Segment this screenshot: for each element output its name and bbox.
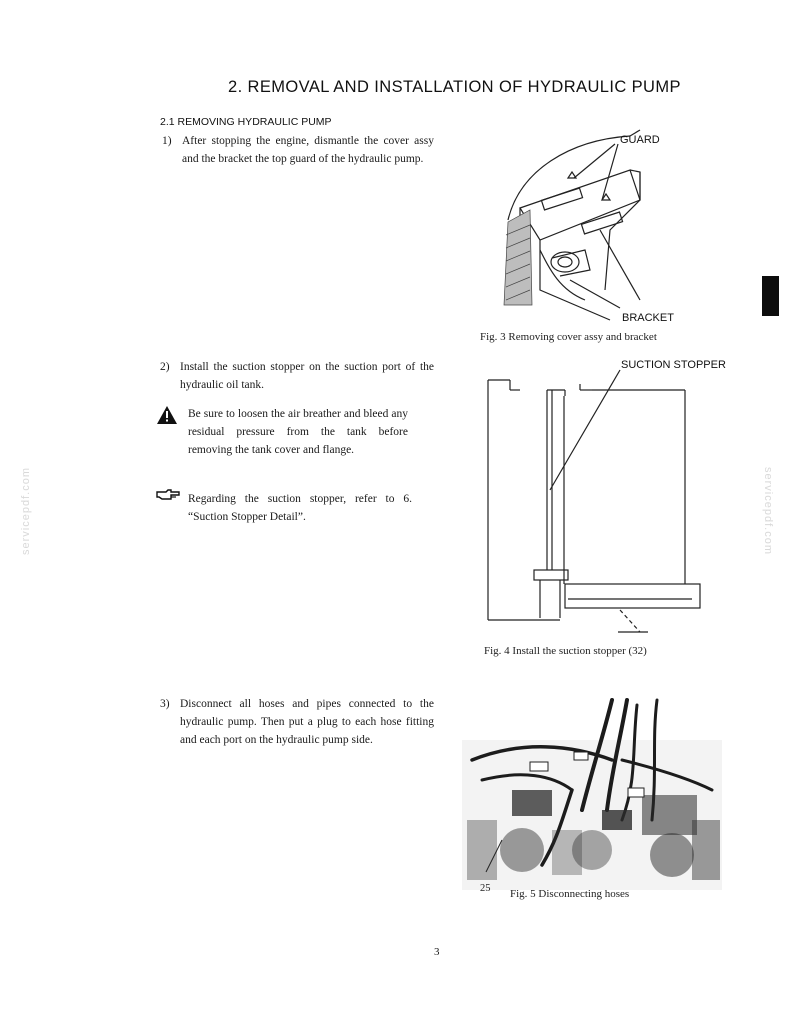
step-2 [160, 358, 434, 394]
reference-text: Regarding the suction stopper, refer to 6. “Suction Stopper Detail”. [188, 493, 412, 523]
step-number: 3) [160, 698, 170, 710]
callout-25: 25 [480, 883, 491, 894]
pointing-hand-icon [156, 489, 180, 501]
watermark-right: servicepdf.com [761, 467, 774, 555]
section-tab-marker [762, 276, 779, 316]
step-text: After stopping the engine, dismantle the cover assy and the bracket the top guard of the hydraulic pump. [182, 135, 434, 165]
watermark-left: servicepdf.com [19, 467, 32, 555]
step-3 [160, 695, 434, 749]
figure-4-caption: Fig. 4 Install the suction stopper (32) [484, 645, 647, 657]
hoses-photo-illustration [462, 700, 722, 890]
figure-5-caption: Fig. 5 Disconnecting hoses [510, 888, 630, 900]
step-number: 1) [162, 135, 172, 147]
figure-3 [490, 130, 730, 330]
reference-note [188, 490, 412, 526]
warning-triangle-icon [157, 406, 177, 424]
step-1 [162, 132, 434, 168]
guard-label: GUARD [620, 134, 660, 146]
suction-stopper-diagram [480, 370, 710, 640]
bracket-label: BRACKET [622, 312, 674, 324]
page-number: 3 [434, 946, 440, 958]
step-text: Install the suction stopper on the suction port of the hydraulic oil tank. [180, 361, 434, 391]
step-text: Disconnect all hoses and pipes connected to the hydraulic pump. Then put a plug to each hose fitting and each port on the hydraulic pump side. [180, 698, 434, 746]
warning-text: Be sure to loosen the air breather and bleed any residual pressure from the tank before removing the tank cover and flange. [188, 408, 408, 456]
cover-assy-illustration [490, 130, 730, 330]
step-number: 2) [160, 361, 170, 373]
page-title: 2. REMOVAL AND INSTALLATION OF HYDRAULIC PUMP [228, 78, 681, 96]
figure-3-caption: Fig. 3 Removing cover assy and bracket [480, 331, 657, 343]
suction-stopper-label: SUCTION STOPPER [621, 359, 726, 371]
warning-note [188, 405, 408, 459]
section-heading: 2.1 REMOVING HYDRAULIC PUMP [160, 116, 332, 128]
